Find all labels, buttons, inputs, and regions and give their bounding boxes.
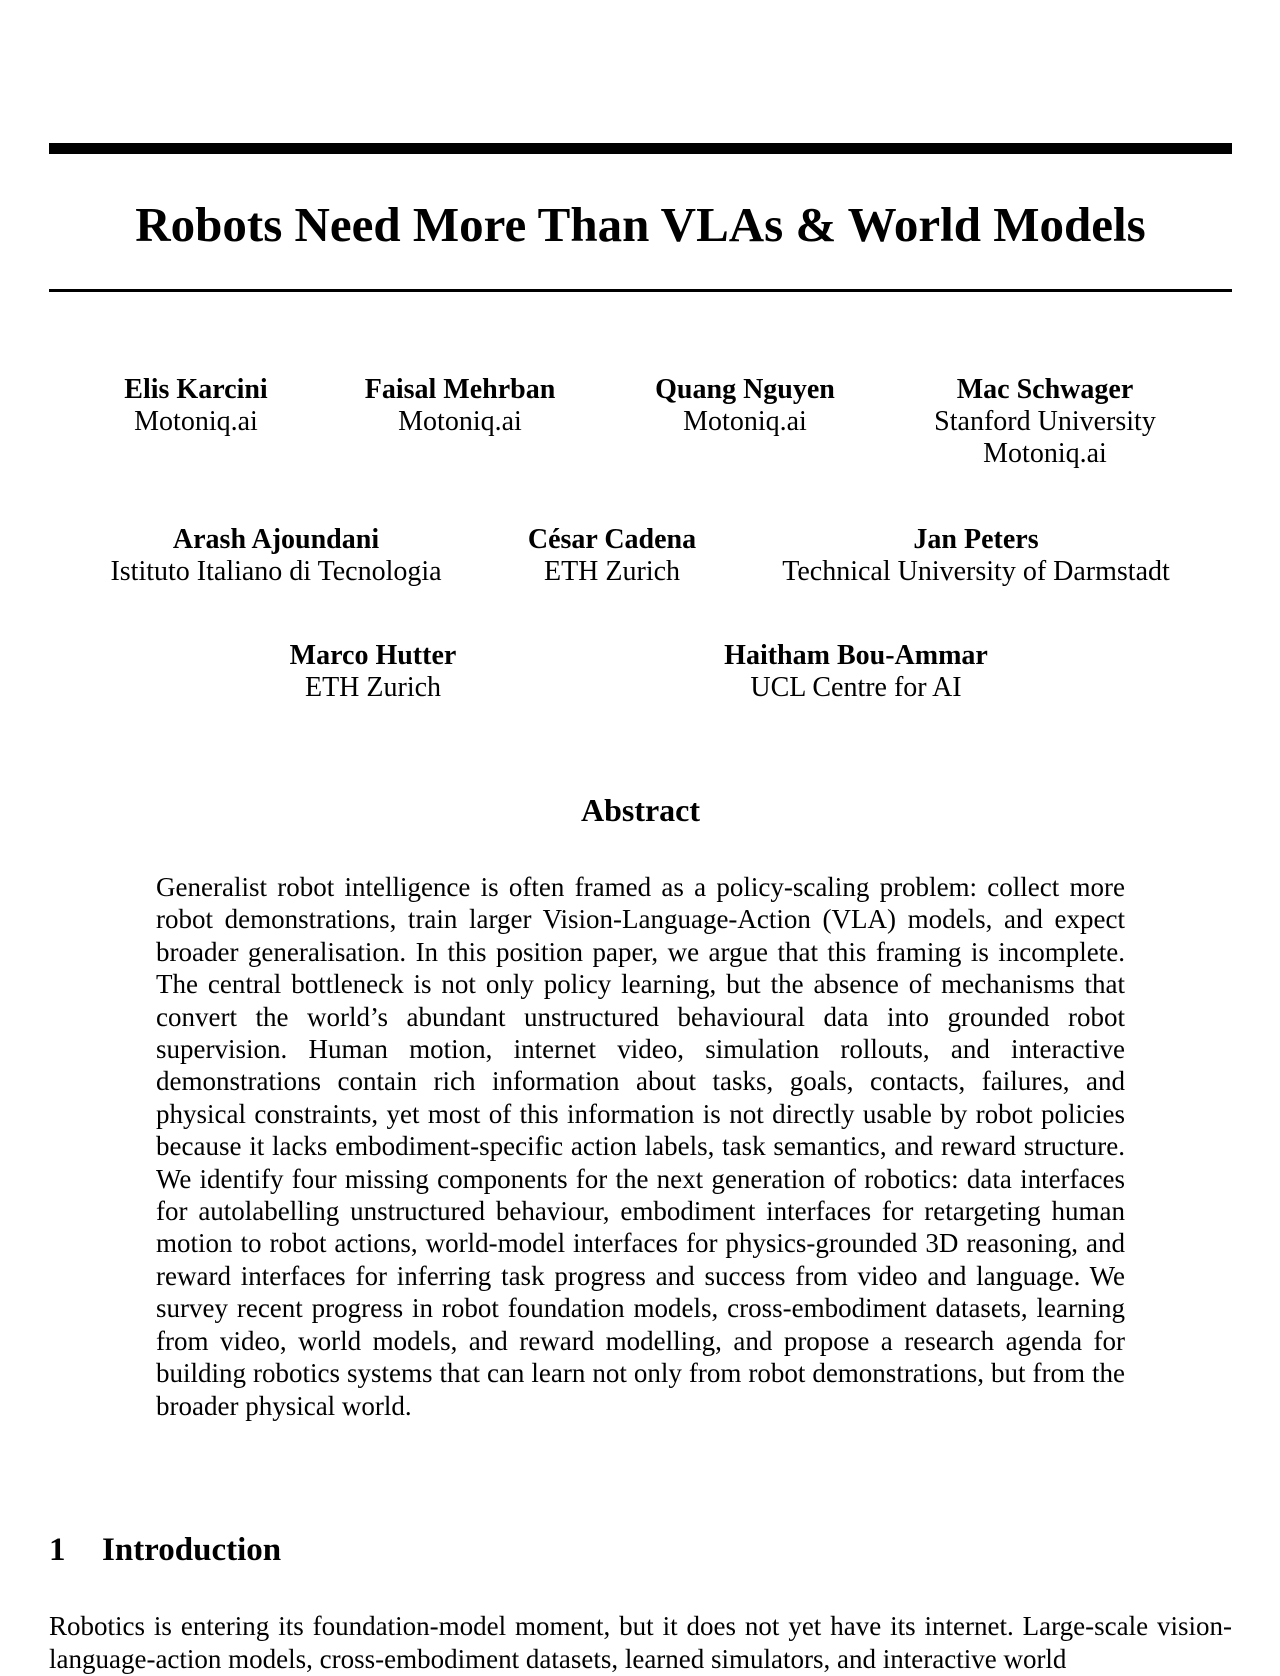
- author-name: Arash Ajoundani: [172, 524, 380, 555]
- author-name: César Cadena: [527, 524, 697, 555]
- section-heading-introduction: [49, 1530, 281, 1570]
- abstract-heading: Abstract: [580, 792, 701, 828]
- section-number: 1: [49, 1532, 66, 1568]
- section-title: Introduction: [102, 1532, 282, 1568]
- author-block: [290, 640, 457, 704]
- author-affiliation: Motoniq.ai: [683, 406, 807, 437]
- author-affiliation: ETH Zurich: [304, 672, 442, 703]
- author-block: [528, 524, 696, 588]
- paper-title: Robots Need More Than VLAs & World Models: [135, 197, 1146, 252]
- author-block: [724, 640, 988, 704]
- title-bottom-rule: [49, 289, 1232, 292]
- author-name: Elis Karcini: [124, 374, 268, 405]
- author-name: Mac Schwager: [956, 374, 1134, 405]
- author-affiliation: Motoniq.ai: [134, 406, 258, 437]
- author-affiliation: UCL Centre for AI: [750, 672, 962, 703]
- author-block: [124, 374, 267, 438]
- author-affiliation: ETH Zurich: [543, 556, 681, 587]
- author-affiliation: Technical University of Darmstadt: [782, 556, 1170, 587]
- author-affiliation: Stanford University: [934, 406, 1156, 437]
- title-top-rule: [49, 143, 1232, 154]
- author-name: Jan Peters: [913, 524, 1039, 555]
- author-block: [110, 524, 441, 588]
- author-block: [782, 524, 1170, 588]
- author-block: [365, 374, 556, 438]
- author-affiliation: Istituto Italiano di Tecnologia: [110, 556, 442, 587]
- author-name: Quang Nguyen: [655, 374, 835, 405]
- author-affiliation: Motoniq.ai: [398, 406, 522, 437]
- introduction-text: Robotics is entering its foundation-model moment, but it does not yet have its internet. Large-scale vision-language-action models, cross-embodiment datasets, learned simulators, and interactive world: [49, 1611, 1232, 1674]
- author-name: Marco Hutter: [289, 640, 457, 671]
- author-block: [934, 374, 1156, 470]
- author-name: Haitham Bou-Ammar: [724, 640, 988, 671]
- author-block: [655, 374, 835, 438]
- author-name: Faisal Mehrban: [364, 374, 556, 405]
- author-affiliation: Motoniq.ai: [983, 438, 1107, 469]
- abstract-text: Generalist robot intelligence is often framed as a policy-scaling problem: collect more robot demonstrations, train larger Vision-Language-Action (VLA) models, and expect broader generalisation. In this position paper, we argue that this framing is incomplete. The central bottleneck is not only policy learning, but the absence of mechanisms that convert the world’s abundant unstructured behavioural data into grounded robot supervision. Human motion, internet video, simulation rollouts, and interactive demonstrations contain rich information about tasks, goals, contacts, failures, and physical constraints, yet most of this information is not directly usable by robot policies because it lacks embodiment-specific action labels, task semantics, and reward structure. We identify four missing components for the next generation of robotics: data interfaces for autolabelling unstructured behaviour, embodiment interfaces for retargeting human motion to robot actions, world-model interfaces for physics-grounded 3D reasoning, and reward interfaces for inferring task progress and success from video and language. We survey recent progress in robot foundation models, cross-embodiment datasets, learning from video, world models, and reward modelling, and propose a research agenda for building robotics systems that can learn not only from robot demonstrations, but from the broader physical world.: [156, 872, 1125, 1421]
